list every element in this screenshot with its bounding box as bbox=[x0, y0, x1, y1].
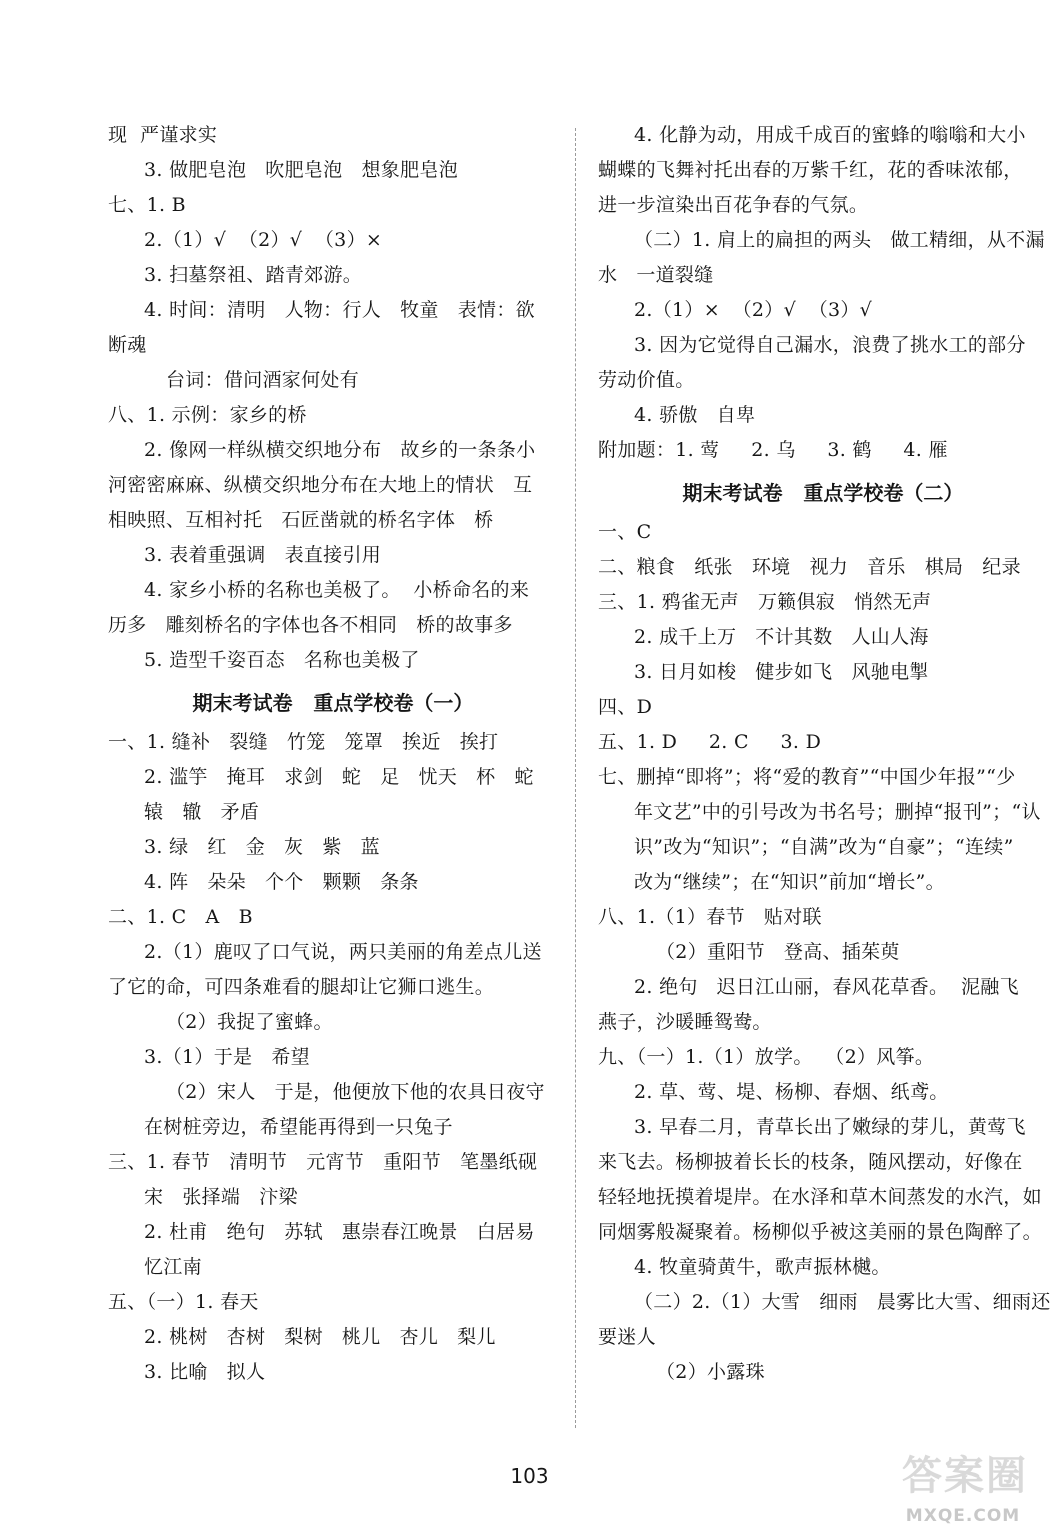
answer-line: （二）2.（1）大雪 细雨 晨雾比大雪、细雨还 bbox=[634, 1291, 1051, 1313]
answer-line: 二、1. C A B bbox=[108, 906, 253, 928]
answer-line: 附加题：1. 莺 2. 乌 3. 鹤 4. 雁 bbox=[598, 439, 948, 461]
answer-line: 三、1. 鸦雀无声 万籁俱寂 悄然无声 bbox=[598, 591, 932, 613]
answer-line: 同烟雾般凝聚着。杨柳似乎被这美丽的景色陶醉了。 bbox=[598, 1221, 1042, 1243]
answer-line: 台词：借问酒家何处有 bbox=[166, 369, 360, 391]
answer-line: （2）重阳节 登高、插茱萸 bbox=[656, 941, 900, 963]
answer-line: 4. 时间：清明 人物：行人 牧童 表情：欲 bbox=[144, 299, 535, 321]
answer-line: 2.（1）√ （2）√ （3）× bbox=[144, 229, 383, 251]
answer-line: 4. 化静为动，用成千成百的蜜蜂的嗡嗡和大小 bbox=[634, 124, 1026, 146]
answer-line: 七、1. B bbox=[108, 194, 186, 216]
answer-line: 4. 牧童骑黄牛，歌声振林樾。 bbox=[634, 1256, 891, 1278]
answer-line: 3. 绿 红 金 灰 紫 蓝 bbox=[144, 836, 380, 858]
answer-line: 3. 表着重强调 表直接引用 bbox=[144, 544, 382, 566]
answer-line: 五、（一）1. 春天 bbox=[108, 1291, 259, 1313]
answer-line: 2. 像网一样纵横交织地分布 故乡的一条条小 bbox=[144, 439, 536, 461]
column-divider bbox=[575, 128, 576, 1428]
answer-line: 二、粮食 纸张 环境 视力 音乐 棋局 纪录 bbox=[598, 556, 1021, 578]
answer-line: 年文艺”中的引号改为书名号；删掉“报刊”；“认 bbox=[634, 801, 1041, 823]
watermark-mark: 答案圈 bbox=[902, 1453, 1028, 1499]
answer-line: 三、1. 春节 清明节 元宵节 重阳节 笔墨纸砚 bbox=[108, 1151, 538, 1173]
answer-line: 来飞去。杨柳披着长长的枝条，随风摆动，好像在 bbox=[598, 1151, 1023, 1173]
answer-line: 4. 家乡小桥的名称也美极了。 小桥命名的来 bbox=[144, 579, 530, 601]
answer-line: 水 一道裂缝 bbox=[598, 264, 714, 286]
watermark-logo bbox=[878, 1450, 1048, 1530]
answer-line: 3. 做肥皂泡 吹肥皂泡 想象肥皂泡 bbox=[144, 159, 459, 181]
answer-line: 2.（1）鹿叹了口气说，两只美丽的角差点儿送 bbox=[144, 941, 542, 963]
answer-line: （2）小露珠 bbox=[656, 1361, 765, 1383]
right-column bbox=[598, 118, 1051, 1390]
answer-line: （2）我捉了蜜蜂。 bbox=[166, 1011, 333, 1033]
answer-line: 忆江南 bbox=[144, 1256, 202, 1278]
answer-line: 劳动价值。 bbox=[598, 369, 695, 391]
answer-line: 断魂 bbox=[108, 334, 147, 356]
answer-line: 2. 成千上万 不计其数 人山人海 bbox=[634, 626, 929, 648]
section-heading: 期末考试卷 重点学校卷（二） bbox=[682, 481, 964, 505]
answer-line: 5. 造型千姿百态 名称也美极了 bbox=[144, 649, 420, 671]
answer-line: 2. 滥竽 掩耳 求剑 蛇 足 忧天 杯 蛇 bbox=[144, 766, 534, 788]
answer-line: 2. 杜甫 绝句 苏轼 惠崇春江晚景 白居易 bbox=[144, 1221, 535, 1243]
answer-line: 进一步渲染出百花争春的气氛。 bbox=[598, 194, 869, 216]
left-column bbox=[108, 118, 558, 1390]
answer-line: 在树桩旁边，希望能再得到一只兔子 bbox=[144, 1116, 453, 1138]
answer-line: 轻轻地抚摸着堤岸。在水泽和草木间蒸发的水汽，如 bbox=[598, 1186, 1042, 1208]
answer-line: 五、1. D 2. C 3. D bbox=[598, 731, 822, 753]
answer-line: （2）宋人 于是，他便放下他的农具日夜守 bbox=[166, 1081, 545, 1103]
answer-line: 相映照、互相衬托 石匠凿就的桥名字体 桥 bbox=[108, 509, 494, 531]
watermark-site: MXQE.COM bbox=[905, 1506, 1021, 1526]
answer-line: 2. 桃树 杏树 梨树 桃儿 杏儿 梨儿 bbox=[144, 1326, 496, 1348]
answer-line: 改为“继续”；在“知识”前加“增长”。 bbox=[634, 871, 945, 893]
answer-line: 要迷人 bbox=[598, 1326, 656, 1348]
answer-line: 3.（1）于是 希望 bbox=[144, 1046, 310, 1068]
answer-line: 4. 阵 朵朵 个个 颗颗 条条 bbox=[144, 871, 419, 893]
answer-line: 4. 骄傲 自卑 bbox=[634, 404, 756, 426]
answer-line: 四、D bbox=[598, 696, 653, 718]
answer-line: 一、C bbox=[598, 521, 652, 543]
answer-line: 七、删掉“即将”；将“爱的教育”“中国少年报”“少 bbox=[598, 766, 1016, 788]
answer-line: 3. 比喻 拟人 bbox=[144, 1361, 266, 1383]
answer-line: 蝴蝶的飞舞衬托出春的万紫千红，花的香味浓郁， bbox=[598, 159, 1023, 181]
answer-line: 2.（1）× （2）√ （3）√ bbox=[634, 299, 873, 321]
answer-line: 2. 绝句 迟日江山丽，春风花草香。 泥融飞 bbox=[634, 976, 1019, 998]
answer-line: 八、1.（1）春节 贴对联 bbox=[598, 906, 822, 928]
answer-line: 2. 草、莺、堤、杨柳、春烟、纸鸢。 bbox=[634, 1081, 949, 1103]
answer-line: 八、1. 示例：家乡的桥 bbox=[108, 404, 307, 426]
answer-line: 了它的命，可四条难看的腿却让它狮口逃生。 bbox=[108, 976, 495, 998]
answer-line: 识”改为“知识”；“自满”改为“自豪”；“连续” bbox=[634, 836, 1014, 858]
answer-line: 燕子，沙暖睡鸳鸯。 bbox=[598, 1011, 772, 1033]
page-number: 103 bbox=[510, 1464, 549, 1488]
answer-line: 3. 日月如梭 健步如飞 风驰电掣 bbox=[634, 661, 929, 683]
answer-line: 一、1. 缝补 裂缝 竹笼 笼罩 挨近 挨打 bbox=[108, 731, 499, 753]
answer-line: 3. 扫墓祭祖、踏青郊游。 bbox=[144, 264, 363, 286]
section-heading: 期末考试卷 重点学校卷（一） bbox=[192, 691, 474, 715]
answer-line: 辕 辙 矛盾 bbox=[144, 801, 260, 823]
answer-line: 3. 因为它觉得自己漏水，浪费了挑水工的部分 bbox=[634, 334, 1026, 356]
answer-line: 现 严谨求实 bbox=[108, 124, 218, 146]
answer-line: 宋 张择端 汴梁 bbox=[144, 1186, 298, 1208]
answer-line: 河密密麻麻、纵横交织地分布在大地上的情状 互 bbox=[108, 474, 533, 496]
answer-line: 九、（一）1.（1）放学。 （2）风筝。 bbox=[598, 1046, 935, 1068]
answer-line: （二）1. 肩上的扁担的两头 做工精细，从不漏 bbox=[634, 229, 1045, 251]
answer-line: 3. 早春二月，青草长出了嫩绿的芽儿，黄莺飞 bbox=[634, 1116, 1026, 1138]
answer-line: 历多 雕刻桥名的字体也各不相同 桥的故事多 bbox=[108, 614, 513, 636]
